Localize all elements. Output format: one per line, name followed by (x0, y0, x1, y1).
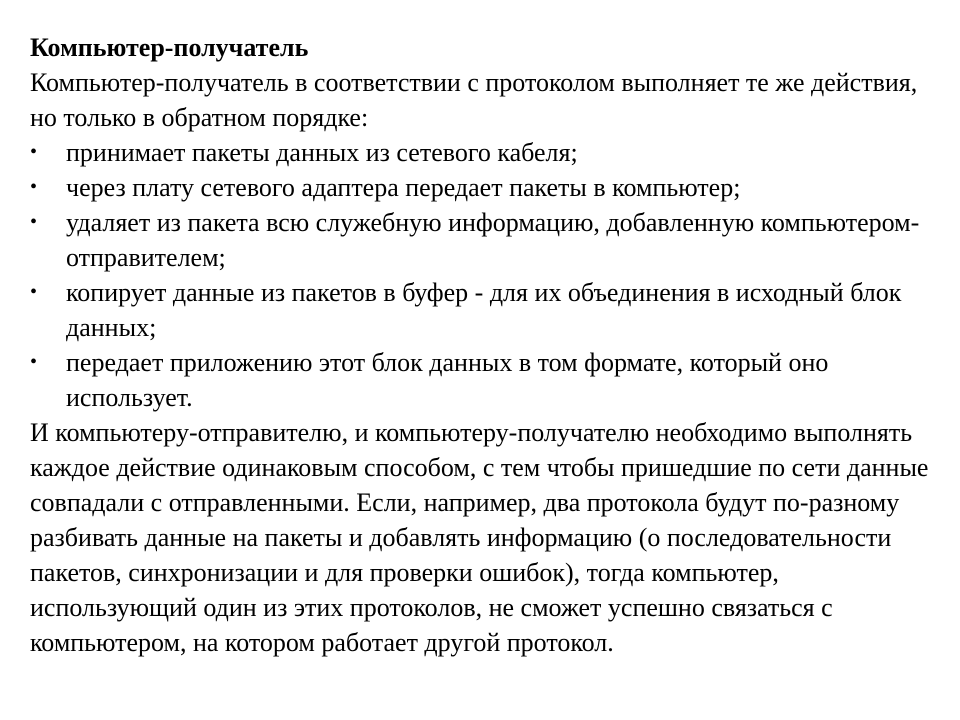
slide-title: Компьютер-получатель (30, 33, 309, 62)
bullet-icon: • (30, 211, 38, 233)
list-item (30, 275, 935, 345)
bullet-icon: • (30, 176, 38, 198)
list-item (30, 345, 935, 415)
bullet-icon: • (30, 281, 38, 303)
slide-content (30, 30, 935, 660)
list-item-text: удаляет из пакета всю служебную информацию, добавленную компьютером-отправителем; (66, 208, 920, 272)
list-item-text: копирует данные из пакетов в буфер - для их объединения в исходный блок данных; (66, 278, 902, 342)
bullet-icon: • (30, 141, 38, 163)
list-item-text: передает приложению этот блок данных в том формате, который оно использует. (66, 348, 829, 412)
list-item-text: принимает пакеты данных из сетевого кабеля; (66, 138, 578, 167)
list-item (30, 170, 935, 205)
list-item (30, 135, 935, 170)
conclusion-paragraph: И компьютеру-отправителю, и компьютеру-получателю необходимо выполнять каждое действие одинаковым способом, с тем чтобы пришедшие по сети данные совпадали с отправленными. Если, например, два протокола будут по-разному разбивать данные на пакеты и добавлять информацию (о последовательности пакетов, синхронизации и для проверки ошибок), тогда компьютер, использующий один из этих протоколов, не сможет успешно связаться с компьютером, на котором работает другой протокол. (30, 418, 929, 657)
list-item-text: через плату сетевого адаптера передает пакеты в компьютер; (66, 173, 741, 202)
bullet-icon: • (30, 351, 38, 373)
list-item (30, 205, 935, 275)
bullet-list (30, 135, 935, 415)
intro-paragraph: Компьютер-получатель в соответствии с протоколом выполняет те же действия, но только в обратном порядке: (30, 68, 918, 132)
